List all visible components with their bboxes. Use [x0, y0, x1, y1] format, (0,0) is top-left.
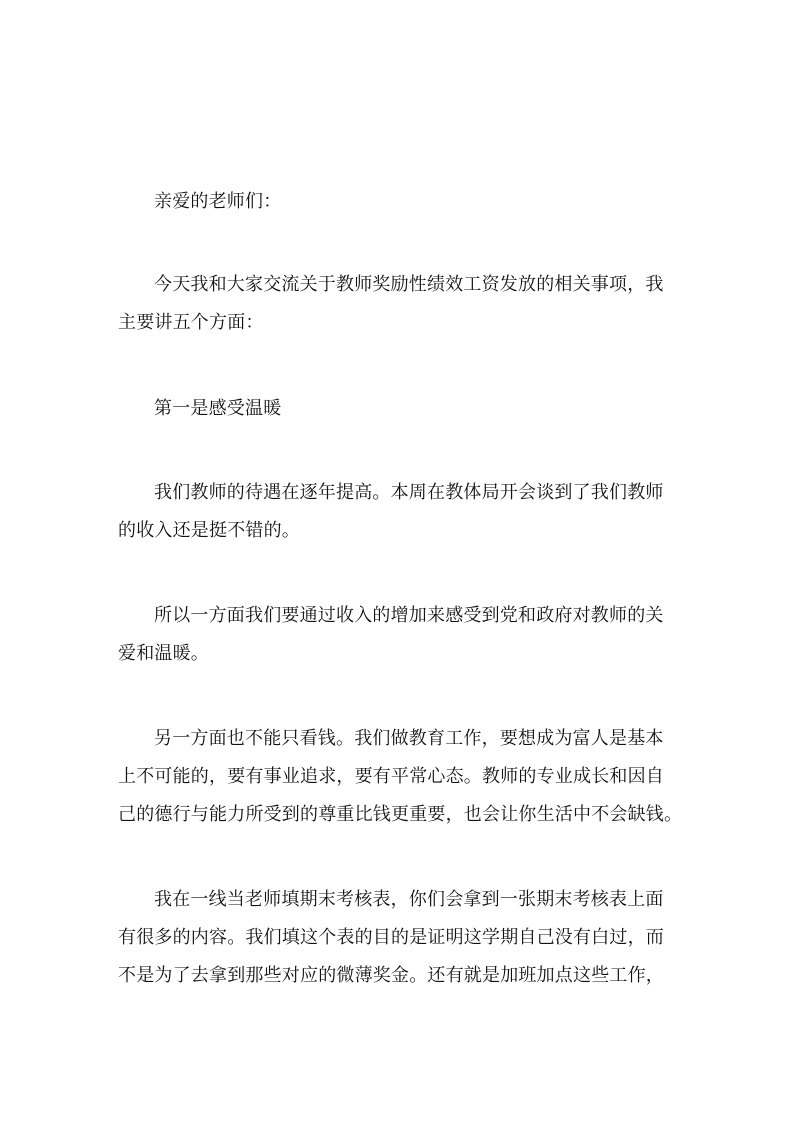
paragraph-3-line-2: 爱和温暖。 [118, 643, 209, 664]
salutation: 亲爱的老师们： [154, 191, 282, 212]
paragraph-5-line-1: 我在一线当老师填期末考核表，你们会拿到一张期末考核表上面 [154, 889, 664, 910]
paragraph-intro-line-2: 主要讲五个方面： [118, 312, 264, 333]
paragraph-2-line-2: 的收入还是挺不错的。 [118, 520, 300, 541]
paragraph-4-line-2: 上不可能的，要有事业追求，要有平常心态。教师的专业成长和因自 [118, 766, 664, 787]
paragraph-5-line-2: 有很多的内容。我们填这个表的目的是证明这学期自己没有白过，而 [118, 927, 664, 948]
paragraph-3-line-1: 所以一方面我们要通过收入的增加来感受到党和政府对教师的关 [154, 605, 664, 626]
paragraph-intro-line-1: 今天我和大家交流关于教师奖励性绩效工资发放的相关事项，我 [154, 274, 664, 295]
paragraph-4-line-3: 己的德行与能力所受到的尊重比钱更重要，也会让你生活中不会缺钱。 [118, 804, 683, 825]
paragraph-4-line-1: 另一方面也不能只看钱。我们做教育工作，要想成为富人是基本 [154, 728, 664, 749]
section-heading-1: 第一是感受温暖 [154, 398, 282, 419]
paragraph-5-line-3: 不是为了去拿到那些对应的微薄奖金。还有就是加班加点这些工作， [118, 965, 664, 986]
paragraph-2-line-1: 我们教师的待遇在逐年提高。本周在教体局开会谈到了我们教师 [154, 482, 664, 503]
